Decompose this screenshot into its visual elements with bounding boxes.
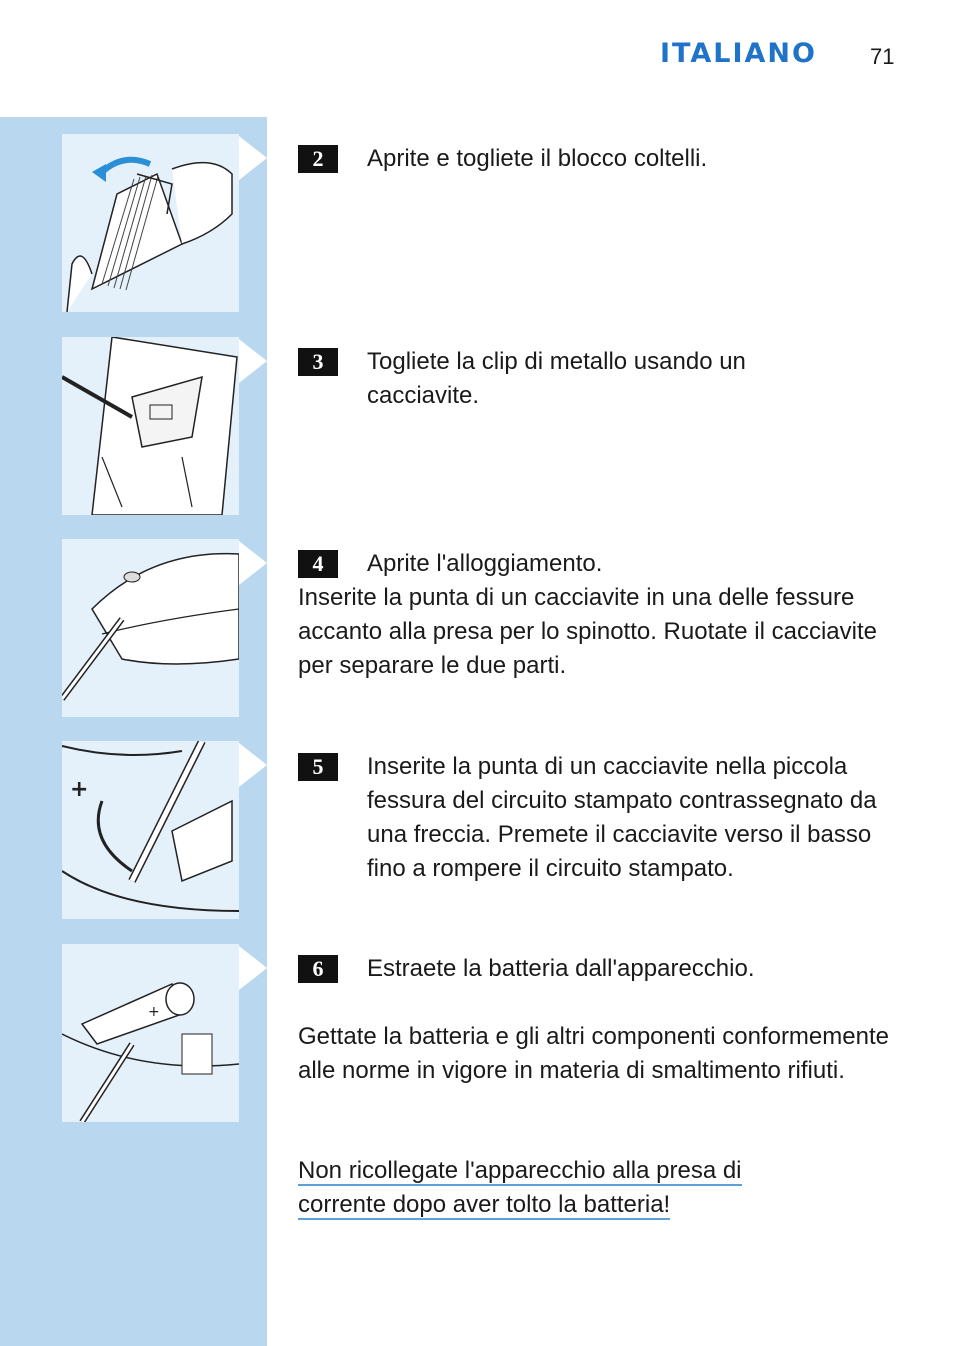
figure-pointer — [239, 136, 267, 180]
svg-text:+: + — [70, 777, 89, 802]
step-number-badge: 5 — [298, 753, 338, 781]
header-language: ITALIANO — [660, 38, 817, 69]
step-title: Aprite l'alloggiamento. — [367, 550, 603, 577]
open-housing-illustration — [62, 539, 239, 717]
step-number-badge: 3 — [298, 348, 338, 376]
figure-pointer — [239, 743, 267, 787]
warning-line: corrente dopo aver tolto la batteria! — [298, 1191, 671, 1218]
step-4 — [298, 547, 908, 581]
svg-text:+: + — [148, 1004, 160, 1020]
step-4-body: Inserite la punta di un cacciavite in una delle fessure accanto alla presa per lo spinotto. Ruotate il cacciavite per separare le due parti. — [298, 584, 877, 679]
step-title: Estraete la batteria dall'apparecchio. — [367, 955, 755, 982]
step-title: Togliete la clip di metallo usando un cacciavite. — [367, 348, 746, 409]
warning-note — [298, 1154, 908, 1222]
page-number: 71 — [870, 44, 895, 69]
step-5 — [298, 750, 908, 886]
figure-pointer — [239, 946, 267, 990]
step-6 — [298, 952, 908, 986]
metal-clip-screwdriver-illustration — [62, 337, 239, 515]
step-title: Aprite e togliete il blocco coltelli. — [367, 145, 708, 172]
circuit-board-illustration — [62, 741, 239, 919]
step-number-badge: 6 — [298, 955, 338, 983]
step-2 — [298, 142, 908, 176]
step-title: Inserite la punta di un cacciavite nella piccola fessura del circuito stampato contrassegnato da una freccia. Premete il cacciavite verso il basso fino a rompere il circuito stampato. — [367, 753, 877, 882]
step-number-badge: 4 — [298, 550, 338, 578]
warning-line: Non ricollegate l'apparecchio alla presa di — [298, 1157, 742, 1184]
battery-removal-illustration — [62, 944, 239, 1122]
step-number-badge: 2 — [298, 145, 338, 173]
step-3 — [298, 345, 908, 413]
clipper-blade-removal-illustration — [62, 134, 239, 312]
figure-pointer — [239, 541, 267, 585]
figure-pointer — [239, 339, 267, 383]
disposal-text: Gettate la batteria e gli altri componenti conformemente alle norme in vigore in materia di smaltimento rifiuti. — [298, 1023, 889, 1084]
